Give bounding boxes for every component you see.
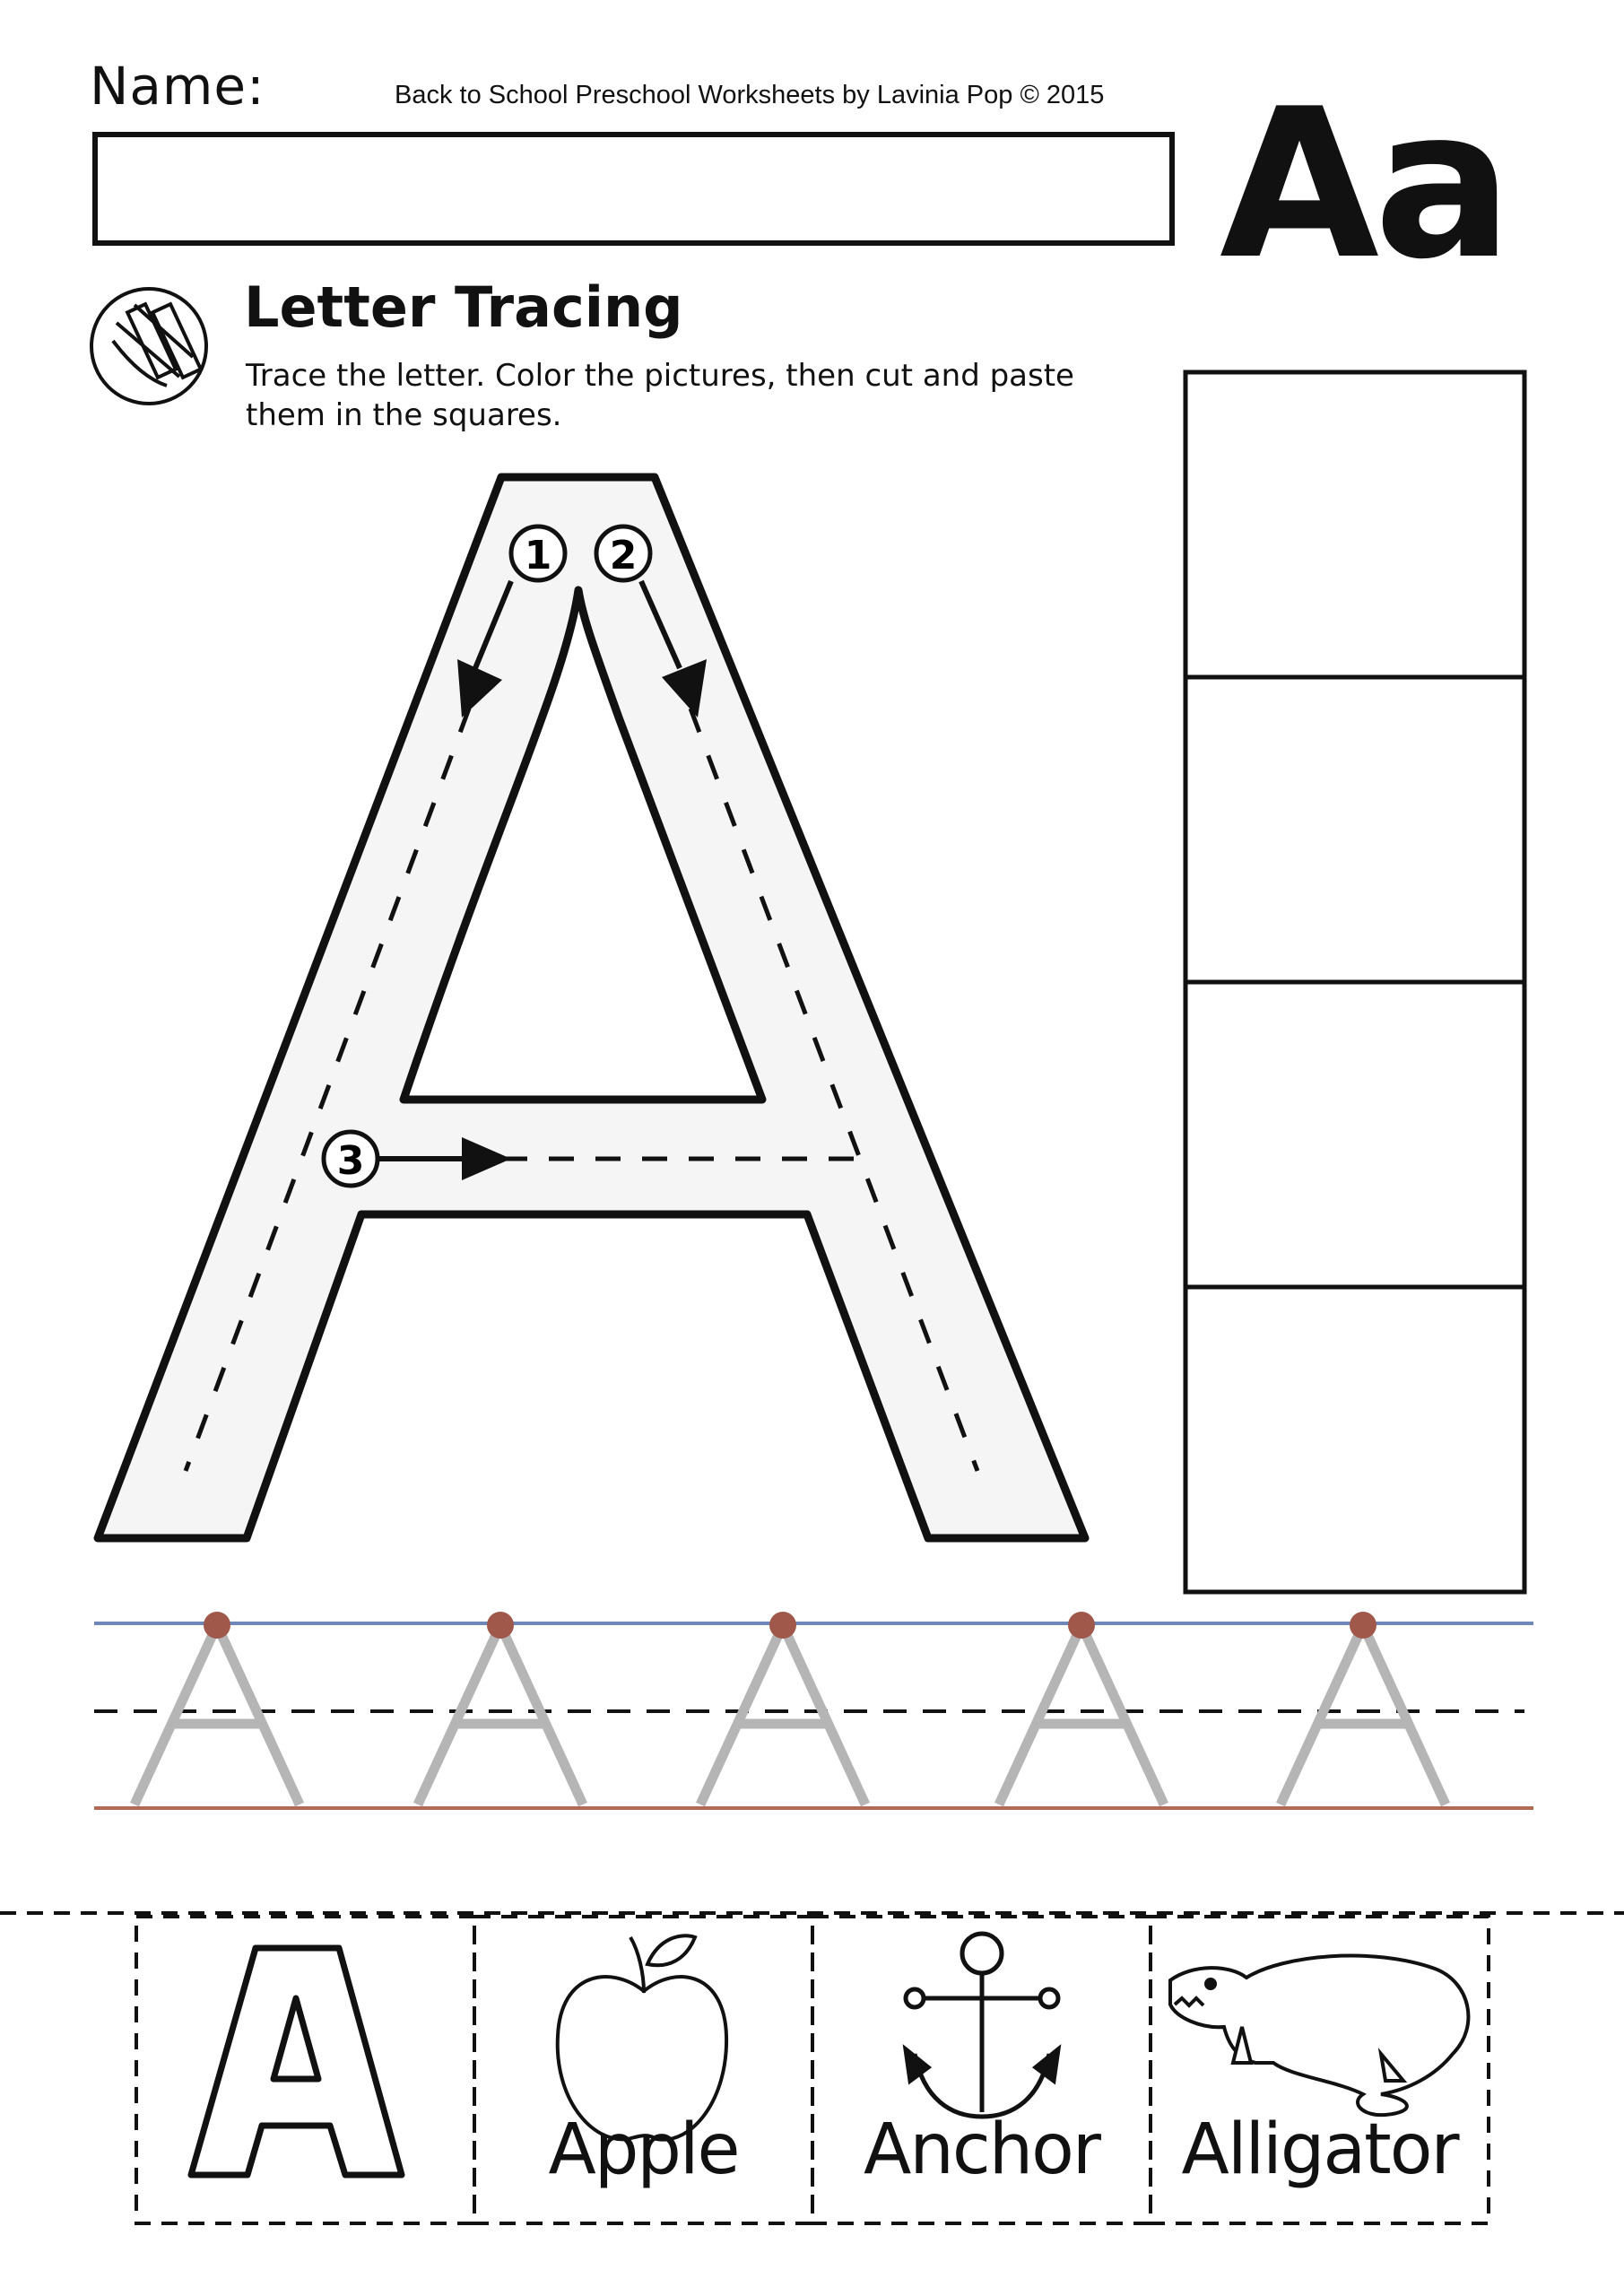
practice-letter-a (135, 1612, 300, 1805)
paste-squares (1185, 372, 1524, 1592)
practice-letter-a (418, 1612, 583, 1805)
card-label-apple: Apple (548, 2109, 739, 2190)
start-dot (1068, 1612, 1095, 1639)
start-dot (1350, 1612, 1376, 1639)
start-dot (487, 1612, 514, 1639)
featured-letters: Aa (1220, 65, 1508, 305)
stroke-number-3: 3 (336, 1138, 365, 1184)
letter-a-outline (191, 1948, 402, 2175)
crayons-icon (91, 289, 206, 404)
tracing-letter-a (98, 477, 1085, 1538)
alligator-icon (1170, 1956, 1468, 2116)
paste-square[interactable] (1185, 677, 1524, 982)
instructions-text: Trace the letter. Color the pictures, then cut and paste them in the squares. (246, 358, 1074, 433)
start-dot (769, 1612, 796, 1639)
practice-letter-a (999, 1612, 1164, 1805)
copyright-credit: Back to School Preschool Worksheets by Lavinia Pop © 2015 (395, 81, 1105, 109)
anchor-icon (906, 1934, 1058, 2117)
practice-letter-a (1281, 1612, 1446, 1805)
practice-letter-a (700, 1612, 865, 1805)
name-label: Name: (90, 56, 265, 117)
card-label-alligator: Alligator (1181, 2109, 1458, 2190)
start-dot (204, 1612, 230, 1639)
practice-letters (135, 1612, 1446, 1805)
paste-square[interactable] (1185, 982, 1524, 1287)
stroke-number-1: 1 (524, 533, 552, 578)
paste-square[interactable] (1185, 1287, 1524, 1592)
stroke-number-2: 2 (609, 533, 638, 578)
card-label-anchor: Anchor (864, 2109, 1099, 2190)
section-title: Letter Tracing (244, 274, 683, 340)
paste-square[interactable] (1185, 372, 1524, 677)
